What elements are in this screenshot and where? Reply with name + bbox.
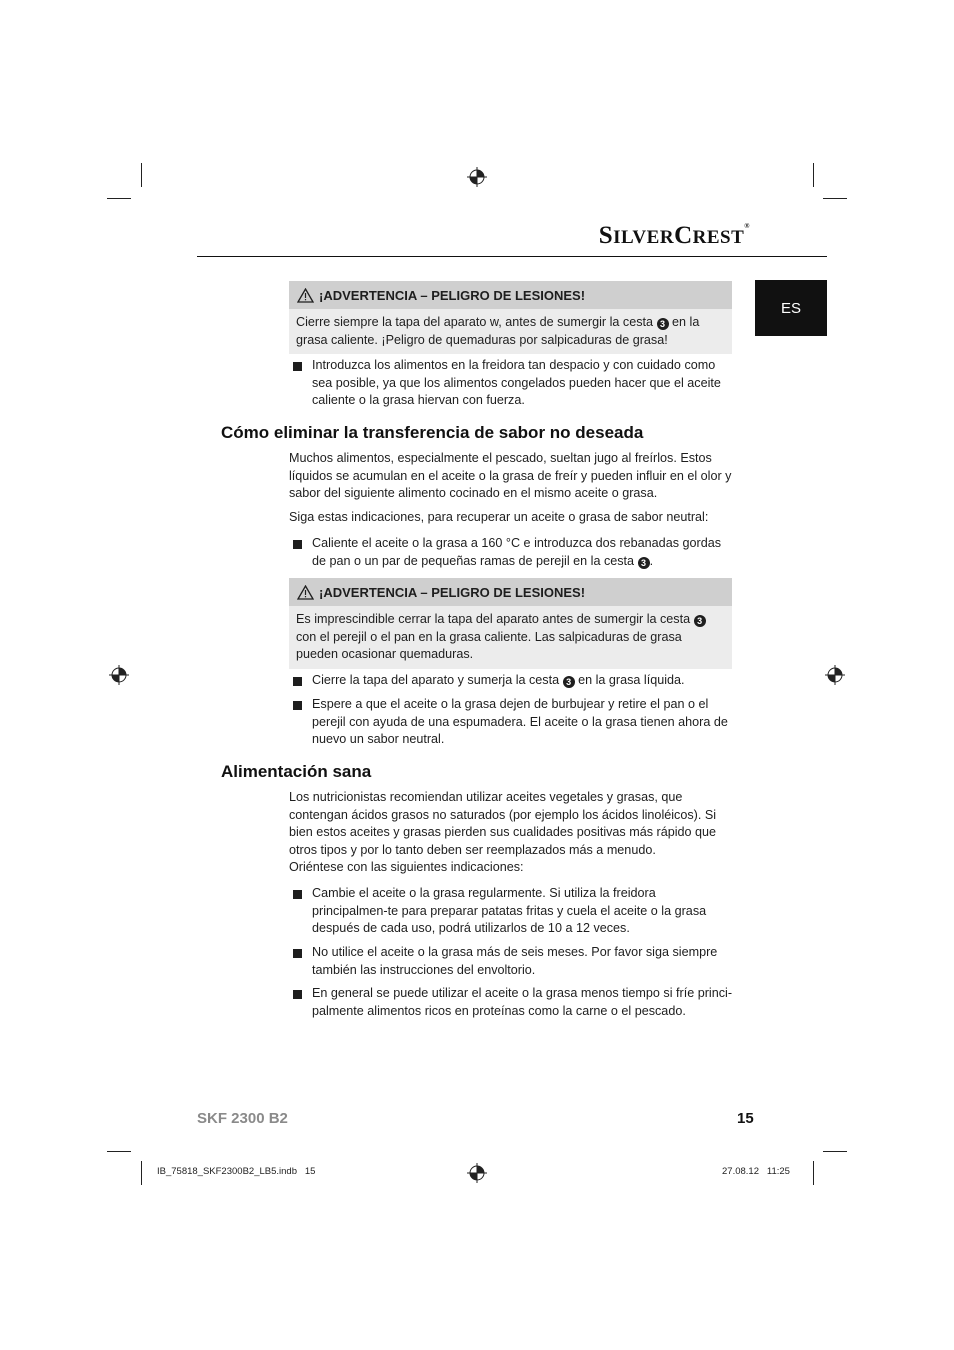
- warning-text: Cierre siempre la tapa del aparato w, antes de sumergir la cesta 3 en la grasa caliente. ¡Peligro de quemaduras por salpicaduras de grasa!: [296, 315, 700, 347]
- paragraph: Siga estas indicaciones, para recuperar un aceite o grasa de sabor neutral:: [289, 510, 709, 524]
- paragraph: Los nutricionistas recomiendan utilizar aceites vegetales y grasas, que contengan ácidos grasos no saturados (por ejemplo los ácidos linoléicos). Si bien estos aceites y grasas pierden sus cualidades positivas más rápido que otros tipos y por lo tanto deben ser reemplazados más a menudo.: [289, 790, 717, 857]
- print-slug-file: IB_75818_SKF2300B2_LB5.indb 15: [157, 1166, 316, 1177]
- model-number: SKF 2300 B2: [197, 1110, 288, 1127]
- list-item: Cierre la tapa del aparato y sumerja la cesta 3 en la grasa líquida.: [293, 672, 733, 690]
- registration-mark-icon: [467, 167, 487, 187]
- bullet-square-icon: [293, 362, 302, 371]
- warning-box: [289, 578, 732, 669]
- section-heading: Cómo eliminar la transferencia de sabor no deseada: [221, 423, 644, 442]
- part-reference-badge: 3: [657, 318, 669, 330]
- bullet-square-icon: [293, 990, 302, 999]
- warning-title: ¡ADVERTENCIA – PELIGRO DE LESIONES!: [319, 584, 586, 600]
- crop-mark: [107, 198, 131, 199]
- bullet-square-icon: [293, 949, 302, 958]
- crop-mark: [141, 163, 142, 187]
- paragraph: Muchos alimentos, especialmente el pescado, sueltan jugo al freírlos. Estos líquidos se acumulan en el aceite o la grasa de freír y pueden influir en el olor y sabor del siguiente alimento cocinado en el mismo aceite o grasa.: [289, 451, 732, 501]
- list-item: Caliente el aceite o la grasa a 160 °C e introduzca dos rebanadas gordas de pan o un par de pequeñas ramas de perejil en la cesta 3 .: [293, 535, 733, 570]
- part-reference-badge: 3: [694, 615, 706, 627]
- warning-title: ¡ADVERTENCIA – PELIGRO DE LESIONES!: [319, 287, 586, 303]
- crop-mark: [823, 1151, 847, 1152]
- registration-mark-icon: [467, 1163, 487, 1183]
- bullet-square-icon: [293, 677, 302, 686]
- registration-mark-icon: [825, 665, 845, 685]
- print-slug-date: 27.08.12 11:25: [722, 1166, 790, 1177]
- bullet-square-icon: [293, 890, 302, 899]
- language-tab: ES: [755, 280, 827, 336]
- list-item: Cambie el aceite o la grasa regularmente. Si utiliza la freidora principalmen-te para preparar patatas fritas y cuela el aceite o la grasa después de cada uso, podrá utilizarlos de 10 a 12 veces.: [293, 885, 733, 938]
- crop-mark: [813, 1161, 814, 1185]
- warning-text: Es imprescindible cerrar la tapa del aparato antes de sumergir la cesta 3 con el perejil o el pan en la grasa caliente. Las salpicaduras de grasa pueden ocasionar quemaduras.: [289, 606, 732, 669]
- crop-mark: [141, 1161, 142, 1185]
- list-item: Espere a que el aceite o la grasa dejen de burbujear y retire el pan o el perejil con ayuda de una espumadera. El aceite o la grasa tienen ahora de nuevo un sabor neutral.: [293, 696, 733, 749]
- warning-triangle-icon: [297, 288, 314, 303]
- brand-logo: SILVERCREST®: [598, 222, 750, 249]
- list-item: En general se puede utilizar el aceite o la grasa menos tiempo si fríe princi-palmente alimentos ricos en proteínas como la carne o el pescado.: [293, 985, 733, 1020]
- list-item: No utilice el aceite o la grasa más de seis meses. Por favor siga siempre también las instrucciones del envoltorio.: [293, 944, 733, 979]
- bullet-square-icon: [293, 701, 302, 710]
- part-reference-badge: 3: [563, 676, 575, 688]
- warning-box: [289, 281, 732, 354]
- warning-triangle-icon: [297, 585, 314, 600]
- warning-header: [289, 281, 732, 309]
- page-number: 15: [737, 1110, 754, 1127]
- section-heading: Alimentación sana: [221, 762, 372, 781]
- crop-mark: [813, 163, 814, 187]
- part-reference-badge: 3: [638, 557, 650, 569]
- paragraph: Oriéntese con las siguientes indicaciones:: [289, 860, 524, 874]
- crop-mark: [823, 198, 847, 199]
- warning-header: [289, 578, 732, 606]
- bullet-square-icon: [293, 540, 302, 549]
- registration-mark-icon: [109, 665, 129, 685]
- crop-mark: [107, 1151, 131, 1152]
- list-item: Introduzca los alimentos en la freidora tan despacio y con cuidado como sea posible, ya que los alimentos congelados pueden hacer que el aceite caliente o la grasa hiervan con fuerza.: [293, 357, 733, 410]
- header-rule: [197, 256, 827, 257]
